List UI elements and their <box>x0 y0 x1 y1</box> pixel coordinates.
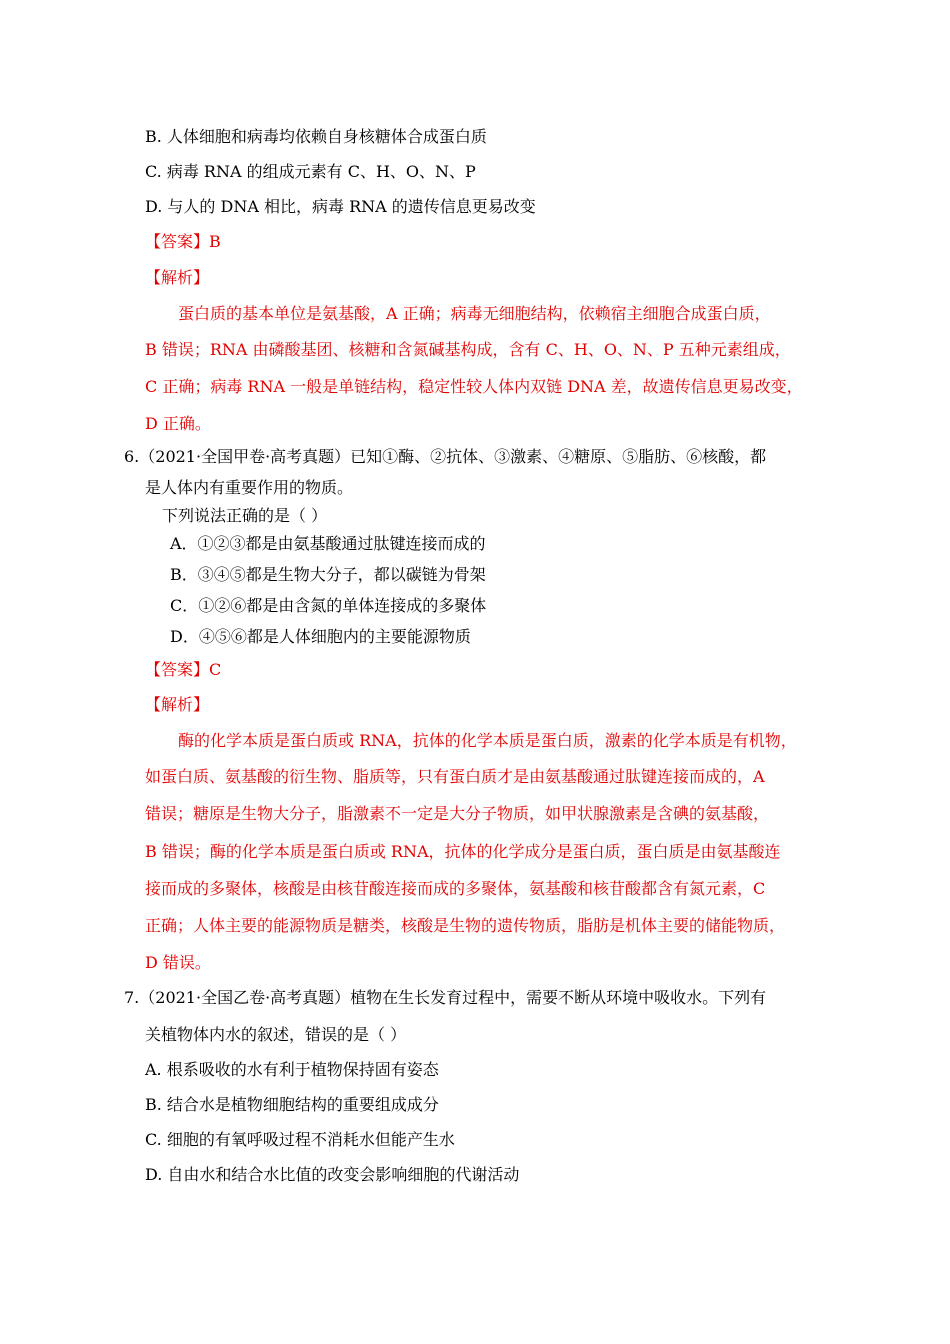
q7-option-a: A. 根系吸收的水有利于植物保持固有姿态 <box>145 1060 439 1079</box>
q5-option-d: D. 与人的 DNA 相比，病毒 RNA 的遗传信息更易改变 <box>145 197 536 216</box>
q6-option-a: A．①②③都是由氨基酸通过肽键连接而成的 <box>170 534 486 553</box>
answer-label: 【答案】 <box>145 232 210 251</box>
q7-stem-line: 关植物体内水的叙述，错误的是（ ） <box>145 1025 407 1044</box>
q5-answer <box>145 232 221 252</box>
answer-value: C <box>209 660 222 679</box>
q6-option-b: B．③④⑤都是生物大分子，都以碳链为骨架 <box>170 565 486 584</box>
q6-answer <box>145 660 221 680</box>
q7-option-b: B. 结合水是植物细胞结构的重要组成成分 <box>145 1095 439 1114</box>
q5-analysis-line: 蛋白质的基本单位是氨基酸，A 正确；病毒无细胞结构，依赖宿主细胞合成蛋白质， <box>178 304 771 323</box>
answer-value: B <box>209 232 221 251</box>
q6-analysis-line: B 错误；酶的化学本质是蛋白质或 RNA，抗体的化学成分是蛋白质，蛋白质是由氨基酸连 <box>145 842 781 861</box>
q6-analysis-line: 接而成的多聚体，核酸是由核苷酸连接而成的多聚体，氨基酸和核苷酸都含有氮元素，C <box>145 879 766 898</box>
q6-analysis-line: 如蛋白质、氨基酸的衍生物、脂质等，只有蛋白质才是由氨基酸通过肽键连接而成的，A <box>145 767 765 786</box>
q7-option-d: D. 自由水和结合水比值的改变会影响细胞的代谢活动 <box>145 1165 520 1184</box>
q5-analysis-label: 【解析】 <box>145 268 210 287</box>
q6-analysis-label: 【解析】 <box>145 695 210 714</box>
q6-stem-line: 下列说法正确的是（ ） <box>162 506 328 525</box>
q6-option-d: D．④⑤⑥都是人体细胞内的主要能源物质 <box>170 627 471 646</box>
q6-option-c: C．①②⑥都是由含氮的单体连接成的多聚体 <box>170 596 487 615</box>
q6-stem-line: 是人体内有重要作用的物质。 <box>145 478 354 497</box>
q7-option-c: C. 细胞的有氧呼吸过程不消耗水但能产生水 <box>145 1130 455 1149</box>
q7-stem-line: 7.（2021·全国乙卷·高考真题）植物在生长发育过程中，需要不断从环境中吸收水。下列有 <box>124 988 767 1007</box>
q5-analysis-line: D 正确。 <box>145 414 211 433</box>
q6-stem-line: 6.（2021·全国甲卷·高考真题）已知①酶、②抗体、③激素、④糖原、⑤脂肪、⑥核酸，都 <box>124 447 767 466</box>
q6-analysis-line: 正确；人体主要的能源物质是糖类，核酸是生物的遗传物质，脂肪是机体主要的储能物质， <box>145 916 786 935</box>
q5-option-c: C. 病毒 RNA 的组成元素有 C、H、O、N、P <box>145 162 476 181</box>
q5-analysis-line: C 正确；病毒 RNA 一般是单链结构，稳定性较人体内双链 DNA 差，故遗传信息更易改变， <box>145 377 803 396</box>
q5-analysis-line: B 错误；RNA 由磷酸基团、核糖和含氮碱基构成，含有 C、H、O、N、P 五种元素组成， <box>145 340 791 359</box>
q6-analysis-line: 酶的化学本质是蛋白质或 RNA，抗体的化学本质是蛋白质，激素的化学本质是有机物， <box>178 731 797 750</box>
answer-label: 【答案】 <box>145 660 210 679</box>
q6-analysis-line: D 错误。 <box>145 953 211 972</box>
q6-analysis-line: 错误；糖原是生物大分子，脂激素不一定是大分子物质，如甲状腺激素是含碘的氨基酸， <box>145 804 770 823</box>
q5-option-b: B. 人体细胞和病毒均依赖自身核糖体合成蛋白质 <box>145 127 487 146</box>
